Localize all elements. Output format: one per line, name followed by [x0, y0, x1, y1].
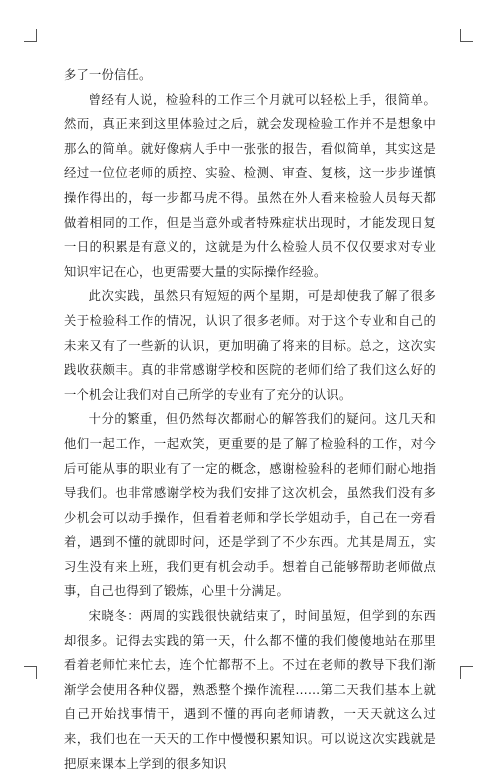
- crop-mark-bottom-left: [24, 666, 37, 679]
- paragraph-4: 十分的繁重，但仍然每次都耐心的解答我们的疑问。这几天和他们一起工作，一起欢笑，更重要的是了解了检验科的工作，对今后可能从事的职业有了一定的概念，感谢检验科的老师们耐心地指导我们。也非常感谢学校为我们安排了这次机会，虽然我们没有多少机会可以动手操作，但看着老师和学长学姐动手，自己在一旁看着，遇到不懂的就即时问，还是学到了不少东西。尤其是周五，实习生没有来上班，我们更有机会动手。想着自己能够帮助老师做点事，自己也得到了锻炼，心里十分满足。: [64, 412, 436, 599]
- paragraph-1: 多了一份信任。: [64, 68, 152, 82]
- paragraph-5: 宋晓冬：两周的实践很快就结束了，时间虽短，但学到的东西却很多。记得去实践的第一天，什么都不懂的我们傻傻地站在那里看着老师忙来忙去，连个忙都帮不上。不过在老师的教导下我们渐渐学会使用各种仪器，熟悉整个操作流程……第二天我们基本上就自己开始找事情干，遇到不懂的再向老师请教，一天天就这么过来，我们也在一天天的工作中慢慢积累知识。可以说这次实践就是把原来课本上学到的很多知识: [64, 609, 436, 771]
- crop-mark-bottom-right: [460, 666, 473, 679]
- document-body: [64, 63, 436, 776]
- crop-mark-top-right: [460, 29, 473, 42]
- crop-mark-top-left: [24, 29, 37, 42]
- paragraph-3: 此次实践，虽然只有短短的两个星期，可是却使我了解了很多关于检验科工作的情况，认识了很多老师。对于这个专业和自己的未来又有了一些新的认识，更加明确了将来的目标。总之，这次实践收获颇丰。真的非常感谢学校和医院的老师们给了我们这么好的一个机会让我们对自己所学的专业有了充分的认识。: [64, 289, 436, 402]
- paragraph-2: 曾经有人说，检验科的工作三个月就可以轻松上手，很简单。然而，真正来到这里体验过之后，就会发现检验工作并不是想象中那么的简单。就好像病人手中一张张的报告，看似简单，其实这是经过一位位老师的质控、实验、检测、审查、复核，这一步步谨慎操作得出的，每一步都马虎不得。虽然在外人看来检验人员每天都做着相同的工作，但是当意外或者特殊症状出现时，才能发现日复一日的积累是有意义的，这就是为什么检验人员不仅仅要求对专业知识牢记在心，也更需要大量的实际操作经验。: [64, 92, 436, 279]
